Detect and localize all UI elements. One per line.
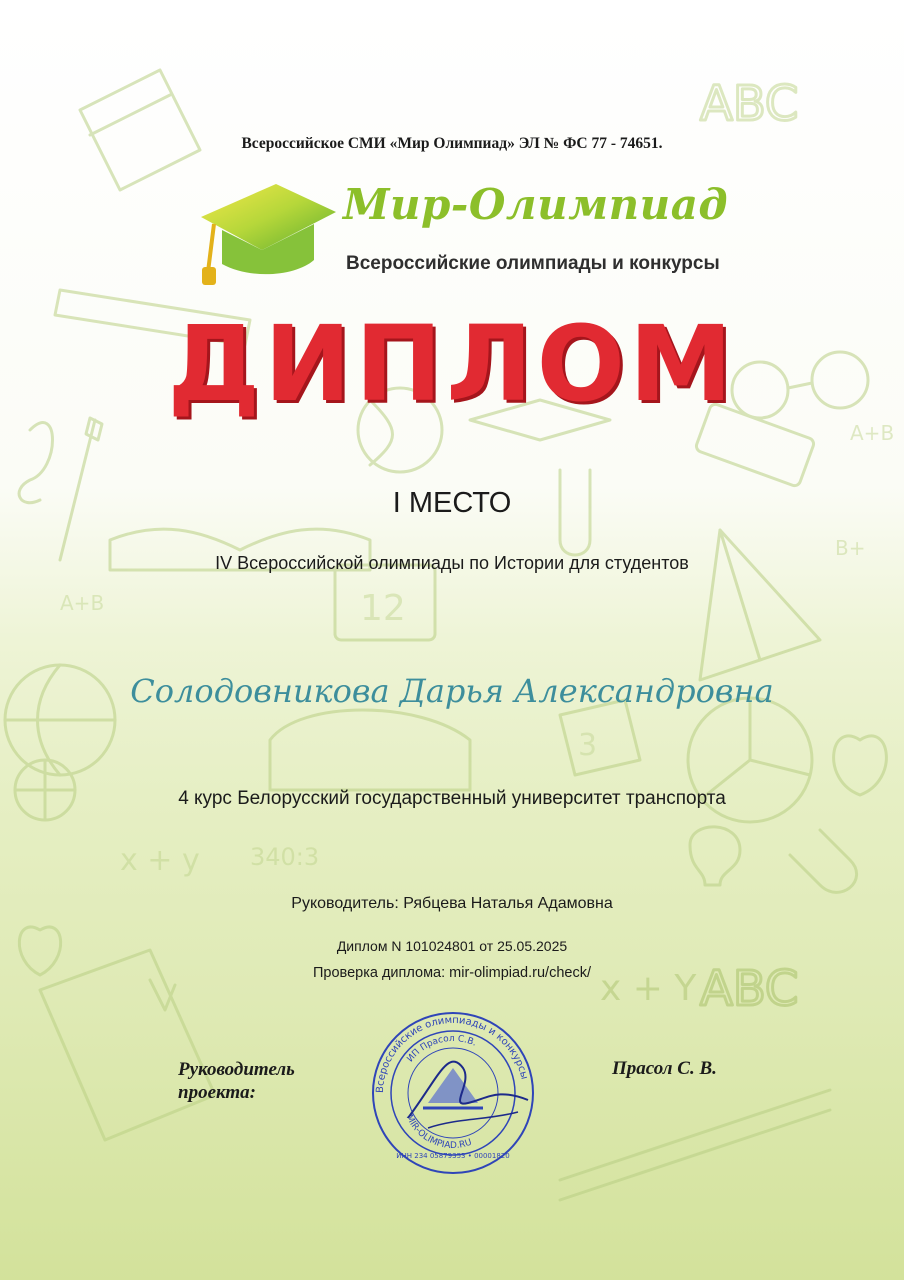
place: I МЕСТО [392, 487, 512, 519]
svg-text:A+B: A+B [850, 421, 895, 445]
svg-text:x + Y: x + Y [600, 968, 697, 1009]
check-url: Проверка диплома: mir-olimpiad.ru/check/ [313, 965, 591, 981]
stamp-outer-text: Всероссийские олимпиады и конкурсы [374, 1014, 530, 1094]
svg-text:A+B: A+B [60, 591, 105, 615]
diploma-title: ДИПЛОМ [167, 303, 737, 425]
svg-text:12: 12 [360, 588, 406, 629]
stamp-inner-text: ИП Прасол С.В. [405, 1033, 478, 1065]
brand-name: Мир-Олимпиад [343, 180, 729, 229]
stamp-seal [368, 1008, 538, 1178]
leader: Руководитель: Рябцева Наталья Адамовна [291, 895, 613, 912]
olympiad-name: IV Всероссийской олимпиады по Истории для студентов [215, 553, 689, 573]
svg-text:340:3: 340:3 [250, 843, 320, 871]
signature-left-label: Руководитель проекта: [178, 1059, 295, 1103]
course-university: 4 курс Белорусский государственный университет транспорта [178, 788, 726, 809]
svg-text:ABC: ABC [700, 76, 799, 132]
stamp-bottom-text: MIR-OLIMPIAD.RU [403, 1113, 474, 1152]
signature-right-name: Прасол С. В. [612, 1058, 717, 1079]
diploma-number: Диплом N 101024801 от 25.05.2025 [336, 938, 568, 954]
svg-text:ABC: ABC [700, 961, 799, 1017]
svg-text:MIR-OLIMPIAD.RU [404, 1113, 474, 1151]
media-registration: Всероссийское СМИ «Мир Олимпиад» ЭЛ № ФС 77 - 74651. [241, 135, 663, 152]
svg-text:3: 3 [578, 728, 598, 763]
svg-text:x + y: x + y [120, 843, 200, 878]
recipient-name: Солодовникова Дарья Александровна [130, 672, 774, 710]
svg-text:B+: B+ [835, 536, 866, 560]
stamp-inn-text: ИНН 234 05879353 • 00001820 [396, 1152, 510, 1160]
brand-subtitle: Всероссийские олимпиады и конкурсы [346, 253, 720, 274]
